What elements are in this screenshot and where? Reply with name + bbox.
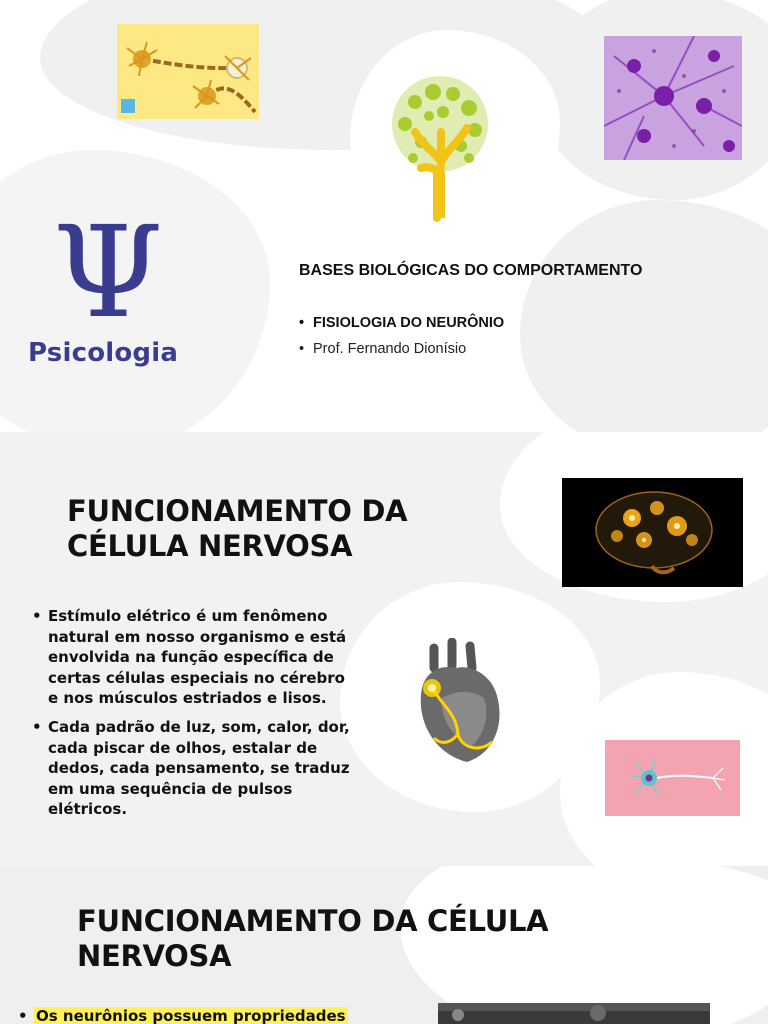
bullet-icon: •: [32, 607, 42, 625]
neuron-illustration: [117, 24, 259, 119]
slide-1: [0, 0, 768, 432]
highlighted-text: Os neurônios possuem propriedades: [36, 1007, 346, 1024]
bullet-icon: •: [18, 1007, 28, 1024]
slide-3-bullets: [18, 1006, 378, 1024]
bullet-icon: •: [299, 341, 305, 357]
glowing-brain-image: [562, 478, 743, 587]
psychology-logo-symbol: Ψ: [52, 199, 164, 346]
list-item-text: Prof. Fernando Dionísio: [313, 341, 467, 357]
slide-2: [0, 432, 768, 866]
list-item: [299, 310, 504, 336]
tree-icon: [385, 72, 495, 222]
slide-1-list: [299, 310, 504, 362]
list-item: [32, 606, 352, 709]
bullet-icon: •: [32, 717, 42, 736]
slide-2-bullets: [32, 606, 352, 828]
list-item: [32, 717, 352, 820]
heart-conduction-illustration: [412, 638, 504, 766]
background-shape: [520, 200, 768, 432]
neuron-on-pink-image: [605, 740, 740, 816]
slide-2-title: FUNCIONAMENTO DA CÉLULA NERVOSA: [67, 494, 408, 564]
stained-neurons-photo: [604, 36, 742, 160]
list-item: [18, 1006, 378, 1024]
grayscale-photo: [438, 1003, 710, 1024]
slide-1-title: BASES BIOLÓGICAS DO COMPORTAMENTO: [299, 262, 643, 279]
bullet-icon: •: [299, 315, 305, 331]
list-item: [299, 336, 504, 362]
list-item-text: FISIOLOGIA DO NEURÔNIO: [313, 315, 505, 331]
list-item-text: Cada padrão de luz, som, calor, dor, cada piscar de olhos, estalar de dedos, cada pensamento, se traduz em uma sequência de pulsos elétricos.: [48, 717, 350, 819]
slide-3: [0, 866, 768, 1024]
psychology-logo-text: Psicologia: [28, 338, 179, 368]
slide-3-title: FUNCIONAMENTO DA CÉLULA NERVOSA: [77, 904, 549, 974]
list-item-text: Estímulo elétrico é um fenômeno natural em nosso organismo e está envolvida na função específica de certas células especiais no cérebro e nos músculos estriados e lisos.: [48, 607, 347, 708]
